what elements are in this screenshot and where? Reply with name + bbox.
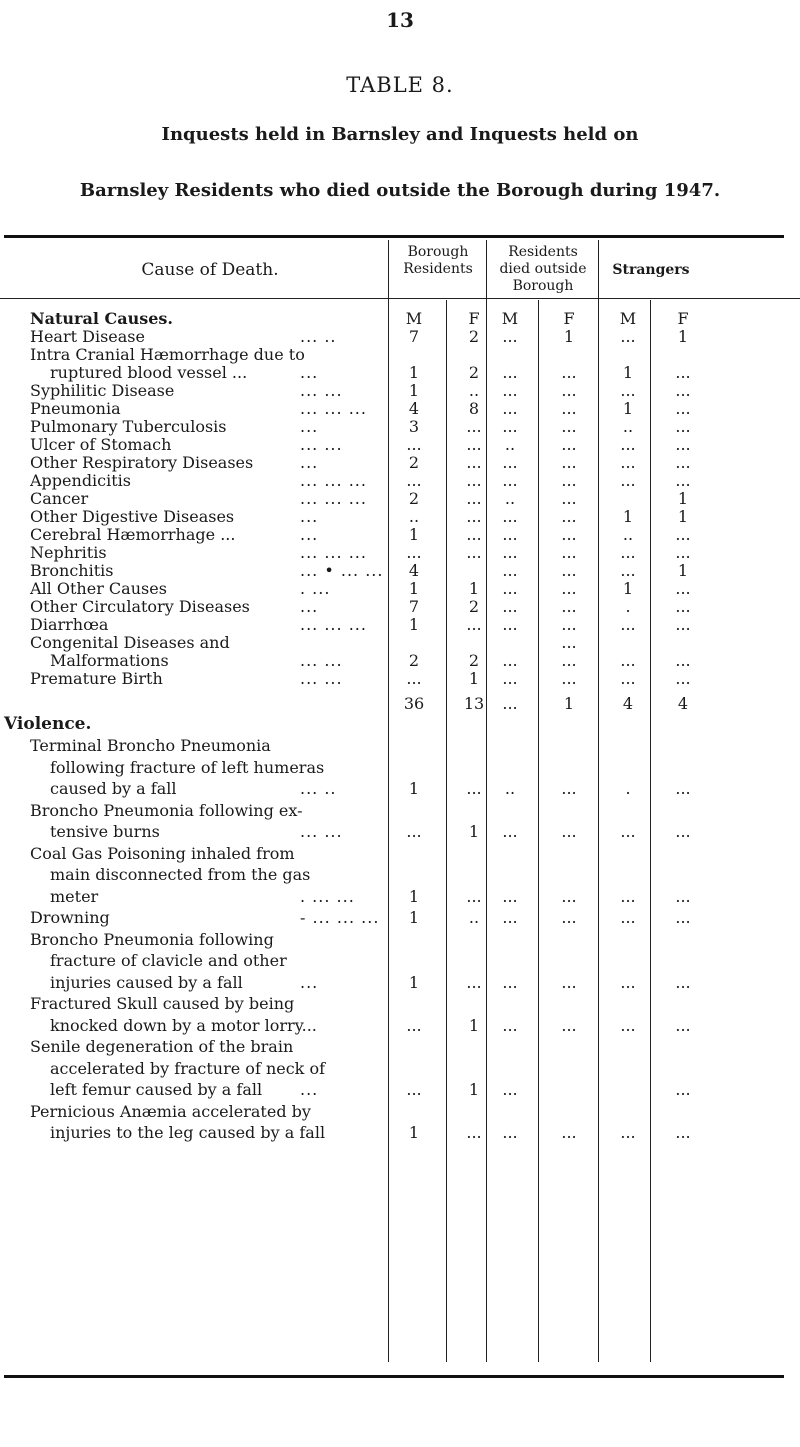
- row-cell: ...: [502, 1080, 518, 1099]
- row-cell: 1: [677, 561, 689, 580]
- row-cell: ..: [622, 417, 634, 436]
- row-cell: .: [625, 597, 631, 616]
- row-cell: F: [468, 309, 480, 328]
- row-cell: ...: [620, 651, 636, 670]
- row-leader: ... ... ...: [300, 399, 367, 418]
- row-cell: ...: [620, 822, 636, 841]
- row-leader: ... ...: [300, 435, 343, 454]
- row-cell: ...: [406, 543, 422, 562]
- row-label: Fractured Skull caused by being: [30, 994, 295, 1013]
- table-title-line-1: Inquests held in Barnsley and Inquests held on: [161, 124, 639, 145]
- row-cell: ...: [620, 381, 636, 400]
- row-cell: ..: [468, 908, 480, 927]
- row-cell: ...: [502, 972, 518, 992]
- header-strangers: Strangers: [612, 262, 690, 278]
- row-cell: ...: [561, 435, 577, 454]
- row-cell: ...: [502, 908, 518, 927]
- table-title-line-2: Barnsley Residents who died outside the Borough during 1947.: [79, 180, 721, 201]
- row-cell: ...: [502, 1123, 518, 1142]
- row-label: Terminal Broncho Pneumonia: [30, 736, 271, 755]
- row-cell: 1: [622, 399, 634, 418]
- row-leader: ...: [300, 972, 319, 992]
- header-residents-outside: [488, 244, 598, 295]
- row-cell: ..: [408, 507, 420, 526]
- bottom-rule: [4, 1375, 784, 1378]
- row-label: ruptured blood vessel ...: [50, 363, 248, 382]
- row-label: Pernicious Anæmia accelerated by: [30, 1101, 311, 1121]
- row-cell: 1: [468, 669, 480, 688]
- table-row: [0, 973, 800, 995]
- row-cell: ...: [675, 779, 691, 798]
- violence-heading: Violence.: [4, 714, 92, 734]
- row-cell: ...: [675, 381, 691, 400]
- row-cell: ...: [502, 615, 518, 634]
- table-row: [0, 1037, 800, 1059]
- row-cell: ...: [675, 597, 691, 616]
- row-cell: ...: [561, 615, 577, 634]
- row-label: tensive burns: [50, 822, 160, 841]
- row-cell: 7: [408, 597, 420, 616]
- row-cell: M: [501, 309, 519, 328]
- row-cell: ...: [466, 972, 482, 992]
- row-cell: ...: [561, 972, 577, 992]
- row-label: All Other Causes: [30, 579, 167, 598]
- header-borough-residents: [390, 244, 486, 278]
- row-cell: 2: [468, 597, 480, 616]
- row-label: fracture of clavicle and other: [50, 951, 287, 970]
- row-cell: 7: [408, 327, 420, 346]
- row-label: Cerebral Hæmorrhage ...: [30, 525, 236, 544]
- row-leader: ...: [300, 417, 319, 436]
- row-cell: 2: [408, 453, 420, 472]
- row-cell: ...: [466, 507, 482, 526]
- row-cell: ...: [466, 886, 482, 906]
- row-cell: ...: [675, 1080, 691, 1099]
- row-label: Other Respiratory Diseases: [30, 453, 254, 472]
- row-cell: ...: [620, 669, 636, 688]
- row-leader: ...: [300, 1080, 319, 1099]
- row-cell: 1: [408, 363, 420, 382]
- row-cell: ...: [561, 543, 577, 562]
- row-cell: ...: [561, 579, 577, 598]
- row-cell: 1: [468, 579, 480, 598]
- header-borough-line-1: Borough: [407, 244, 469, 260]
- row-label: caused by a fall: [50, 779, 177, 798]
- row-cell: ...: [502, 669, 518, 688]
- row-cell: ...: [502, 543, 518, 562]
- row-cell: ...: [561, 561, 577, 580]
- row-cell: ...: [620, 453, 636, 472]
- row-cell: ...: [502, 507, 518, 526]
- row-cell: ...: [466, 779, 482, 798]
- row-cell: ...: [561, 525, 577, 544]
- row-cell: ...: [561, 1015, 577, 1035]
- violence-heading-row: [0, 714, 800, 736]
- row-leader: . ... ...: [300, 886, 355, 906]
- row-cell: ...: [561, 779, 577, 798]
- row-label: left femur caused by a fall: [50, 1080, 263, 1099]
- table-row: [0, 1102, 800, 1124]
- row-cell: ...: [561, 633, 577, 652]
- table-row: [0, 779, 800, 801]
- table-row: [0, 951, 800, 973]
- row-label: Other Circulatory Diseases: [30, 597, 250, 616]
- row-cell: ...: [675, 1123, 691, 1142]
- row-cell: ...: [466, 543, 482, 562]
- row-cell: ...: [620, 886, 636, 906]
- total-cell: 1: [563, 694, 575, 713]
- row-leader: - ... ... ...: [300, 908, 380, 927]
- row-cell: ...: [502, 471, 518, 490]
- row-cell: ...: [466, 435, 482, 454]
- row-cell: 1: [408, 1123, 420, 1142]
- row-cell: ...: [502, 561, 518, 580]
- total-cell: 4: [622, 694, 634, 713]
- row-cell: ...: [675, 543, 691, 562]
- row-cell: ...: [675, 972, 691, 992]
- row-cell: ...: [675, 615, 691, 634]
- row-cell: ...: [502, 381, 518, 400]
- row-cell: ...: [675, 579, 691, 598]
- row-leader: ...: [300, 453, 319, 472]
- row-leader: ... ... ...: [300, 615, 367, 634]
- row-cell: ..: [504, 435, 516, 454]
- row-cell: F: [563, 309, 575, 328]
- row-cell: ...: [502, 363, 518, 382]
- row-label: Heart Disease: [30, 327, 145, 346]
- row-leader: ... ...: [300, 822, 343, 841]
- row-cell: ...: [561, 489, 577, 508]
- row-cell: 1: [677, 327, 689, 346]
- row-label: Bronchitis: [30, 561, 114, 580]
- row-cell: ...: [675, 525, 691, 544]
- row-cell: ...: [561, 453, 577, 472]
- row-cell: ...: [675, 363, 691, 382]
- table-row: [0, 1016, 800, 1038]
- row-cell: ...: [502, 651, 518, 670]
- row-cell: 1: [408, 779, 420, 798]
- row-cell: 2: [468, 363, 480, 382]
- row-label: Senile degeneration of the brain: [30, 1037, 294, 1056]
- row-cell: ...: [406, 1015, 422, 1035]
- row-cell: M: [405, 309, 423, 328]
- row-cell: ...: [561, 651, 577, 670]
- row-cell: ...: [561, 886, 577, 906]
- row-label: knocked down by a motor lorry...: [50, 1015, 317, 1035]
- row-label: accelerated by fracture of neck of: [50, 1058, 326, 1078]
- row-cell: ...: [466, 525, 482, 544]
- row-cell: ...: [675, 669, 691, 688]
- row-leader: . ...: [300, 579, 331, 598]
- table-row: [0, 930, 800, 952]
- row-leader: ... ...: [300, 651, 343, 670]
- row-cell: ...: [406, 822, 422, 841]
- row-label: Broncho Pneumonia following ex-: [30, 800, 303, 820]
- row-cell: 1: [622, 579, 634, 598]
- row-label: Nephritis: [30, 543, 107, 562]
- row-cell: ...: [675, 908, 691, 927]
- row-cell: 1: [468, 822, 480, 841]
- top-rule: [4, 235, 784, 238]
- table-row: [0, 822, 800, 844]
- table-row: [0, 736, 800, 758]
- row-cell: ...: [466, 471, 482, 490]
- row-cell: ...: [620, 972, 636, 992]
- total-cell: 13: [463, 694, 485, 713]
- total-cell: ...: [502, 694, 518, 713]
- table-row: [0, 887, 800, 909]
- row-cell: ...: [675, 651, 691, 670]
- header-borough-line-2: Residents: [403, 261, 473, 277]
- row-cell: ...: [675, 399, 691, 418]
- table-row: [0, 1080, 800, 1102]
- row-cell: 1: [408, 908, 420, 927]
- row-cell: ...: [620, 435, 636, 454]
- row-cell: 1: [468, 1080, 480, 1099]
- row-cell: ...: [561, 471, 577, 490]
- row-cell: ...: [620, 327, 636, 346]
- row-label: Cancer: [30, 489, 89, 508]
- row-cell: .: [625, 779, 631, 798]
- row-cell: 2: [408, 651, 420, 670]
- row-cell: ...: [502, 399, 518, 418]
- total-cell: 36: [403, 694, 425, 713]
- row-leader: ...: [300, 597, 319, 616]
- row-cell: ...: [620, 543, 636, 562]
- row-label: Natural Causes.: [30, 309, 173, 328]
- table-row: [0, 908, 800, 930]
- row-cell: ..: [504, 489, 516, 508]
- table-row: [0, 669, 800, 691]
- row-label: Drowning: [30, 908, 110, 927]
- row-cell: ...: [675, 471, 691, 490]
- row-cell: 1: [468, 1015, 480, 1035]
- row-label: Pulmonary Tuberculosis: [30, 417, 227, 436]
- row-label: main disconnected from the gas: [50, 865, 311, 884]
- row-cell: ...: [466, 1123, 482, 1142]
- row-label: Premature Birth: [30, 669, 163, 688]
- row-cell: ...: [620, 1123, 636, 1142]
- row-cell: ...: [620, 615, 636, 634]
- row-cell: ...: [466, 417, 482, 436]
- row-cell: 8: [468, 399, 480, 418]
- row-label: Syphilitic Disease: [30, 381, 175, 400]
- row-cell: 1: [408, 579, 420, 598]
- row-cell: ...: [561, 363, 577, 382]
- row-label: Congenital Diseases and: [30, 633, 230, 652]
- row-cell: ...: [561, 669, 577, 688]
- row-leader: ... • ... ...: [300, 561, 384, 580]
- row-cell: ...: [620, 561, 636, 580]
- row-leader: ... ...: [300, 381, 343, 400]
- row-cell: ...: [561, 399, 577, 418]
- row-cell: ...: [675, 417, 691, 436]
- row-cell: 1: [677, 507, 689, 526]
- row-leader: ... ..: [300, 327, 337, 346]
- row-cell: ...: [561, 381, 577, 400]
- row-cell: ...: [466, 615, 482, 634]
- row-label: Broncho Pneumonia following: [30, 929, 274, 949]
- table-row: [0, 994, 800, 1016]
- row-cell: ...: [406, 669, 422, 688]
- table-label: TABLE 8.: [346, 73, 454, 97]
- row-label: injuries to the leg caused by a fall: [50, 1123, 326, 1142]
- row-label: Malformations: [50, 651, 169, 670]
- row-leader: ...: [300, 525, 319, 544]
- row-cell: ...: [561, 908, 577, 927]
- header-outside-line-3: Borough: [512, 278, 574, 294]
- row-cell: 1: [677, 489, 689, 508]
- row-cell: ...: [502, 886, 518, 906]
- row-label: meter: [50, 886, 99, 906]
- row-cell: ...: [406, 471, 422, 490]
- row-cell: ...: [466, 453, 482, 472]
- row-cell: 3: [408, 417, 420, 436]
- row-cell: ...: [561, 822, 577, 841]
- row-cell: ...: [406, 1080, 422, 1099]
- row-cell: ..: [622, 525, 634, 544]
- row-cell: 1: [622, 507, 634, 526]
- row-label: Coal Gas Poisoning inhaled from: [30, 843, 295, 863]
- row-cell: ...: [561, 507, 577, 526]
- row-cell: ...: [502, 1015, 518, 1035]
- header-outside-line-2: died outside: [499, 261, 587, 277]
- row-label: Appendicitis: [30, 471, 132, 490]
- row-cell: ...: [502, 327, 518, 346]
- row-cell: ...: [675, 822, 691, 841]
- row-cell: 1: [563, 327, 575, 346]
- header-cause: Cause of Death.: [141, 260, 279, 280]
- row-cell: ...: [620, 908, 636, 927]
- row-cell: F: [677, 309, 689, 328]
- row-cell: ...: [561, 417, 577, 436]
- row-cell: 1: [408, 381, 420, 400]
- page-number: 13: [386, 8, 414, 32]
- row-cell: 1: [408, 972, 420, 992]
- row-leader: ...: [300, 507, 319, 526]
- row-cell: ...: [620, 1015, 636, 1035]
- row-cell: ...: [502, 822, 518, 841]
- row-cell: 1: [408, 525, 420, 544]
- row-cell: ...: [502, 579, 518, 598]
- row-cell: ..: [468, 381, 480, 400]
- row-cell: ...: [561, 1123, 577, 1142]
- row-cell: 1: [622, 363, 634, 382]
- table-row: [0, 865, 800, 887]
- row-cell: 4: [408, 561, 420, 580]
- table-row: [0, 844, 800, 866]
- row-cell: ...: [675, 453, 691, 472]
- row-cell: ...: [466, 489, 482, 508]
- row-cell: 1: [408, 615, 420, 634]
- row-cell: ...: [502, 453, 518, 472]
- row-leader: ...: [300, 363, 319, 382]
- header-rule: [0, 298, 800, 299]
- row-leader: ... ..: [300, 779, 337, 798]
- row-cell: ...: [502, 525, 518, 544]
- row-cell: ...: [620, 471, 636, 490]
- row-cell: ...: [675, 435, 691, 454]
- row-cell: ...: [406, 435, 422, 454]
- row-cell: 4: [408, 399, 420, 418]
- row-cell: ...: [502, 417, 518, 436]
- row-label: injuries caused by a fall: [50, 972, 243, 992]
- row-leader: ... ... ...: [300, 489, 367, 508]
- row-label: Intra Cranial Hæmorrhage due to: [30, 345, 305, 364]
- total-cell: 4: [677, 694, 689, 713]
- table-row: [0, 1059, 800, 1081]
- row-leader: ... ... ...: [300, 471, 367, 490]
- row-cell: 2: [468, 651, 480, 670]
- row-cell: ..: [504, 779, 516, 798]
- header-outside-line-1: Residents: [508, 244, 578, 260]
- row-label: Ulcer of Stomach: [30, 435, 172, 454]
- table-row: [0, 758, 800, 780]
- row-label: Diarrhœa: [30, 615, 109, 634]
- table-row: [0, 1123, 800, 1145]
- row-label: Pneumonia: [30, 399, 121, 418]
- row-cell: 2: [408, 489, 420, 508]
- row-label: Other Digestive Diseases: [30, 507, 235, 526]
- row-cell: 2: [468, 327, 480, 346]
- row-leader: ... ...: [300, 669, 343, 688]
- row-cell: ...: [561, 597, 577, 616]
- row-cell: ...: [675, 886, 691, 906]
- row-label: following fracture of left humeras: [50, 757, 325, 777]
- row-cell: ...: [675, 1015, 691, 1035]
- row-cell: ...: [502, 597, 518, 616]
- row-cell: M: [619, 309, 637, 328]
- row-cell: 1: [408, 886, 420, 906]
- row-leader: ... ... ...: [300, 543, 367, 562]
- table-row: [0, 801, 800, 823]
